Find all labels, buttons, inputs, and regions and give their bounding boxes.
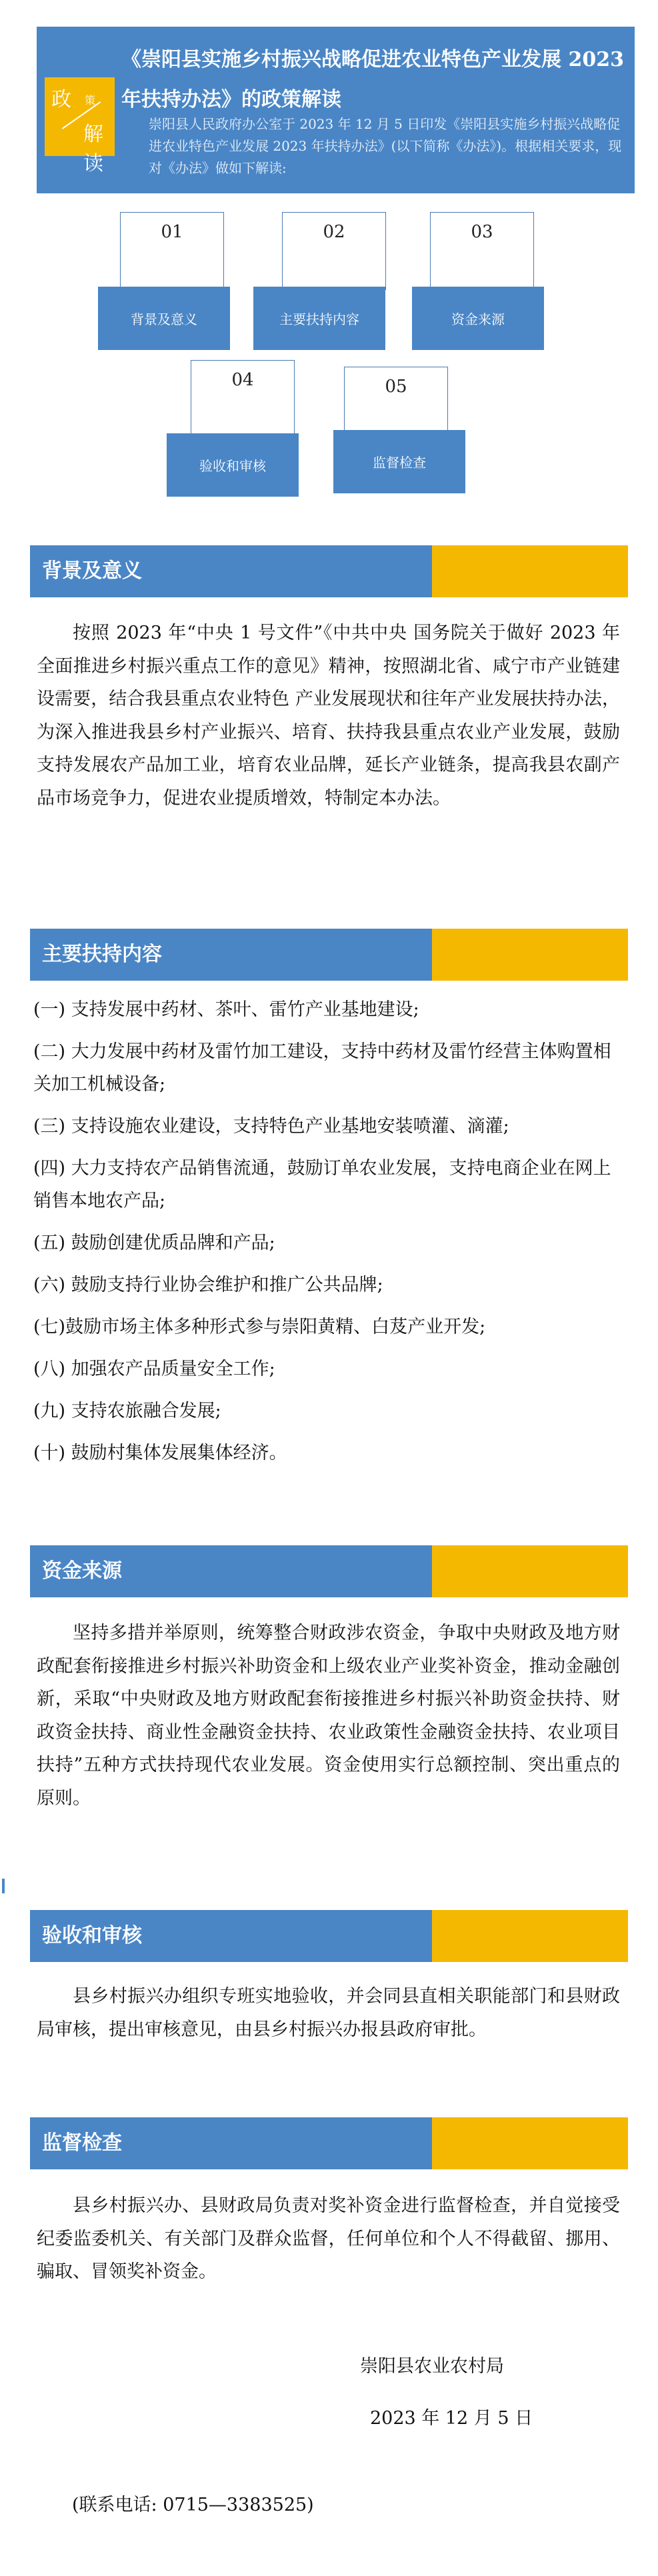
toc-label: 资金来源 <box>451 311 505 327</box>
acceptance-text: 县乡村振兴办组织专班实地验收，并会同县直相关职能部门和县财政局审核，提出审核意见，由县乡村振兴办报县政府审批。 <box>37 1986 620 2040</box>
toc-label: 验收和审核 <box>199 458 266 474</box>
policy-interpretation-logo <box>45 77 115 175</box>
supervision-text: 县乡村振兴办、县财政局负责对奖补资金进行监督检查，并自觉接受纪委监委机关、有关部门及群众监督，任何单位和个人不得截留、挪用、骗取、冒领奖补资金。 <box>37 2195 620 2282</box>
toc-box-03 <box>430 212 534 290</box>
toc-num: 05 <box>385 377 407 397</box>
list-item: (一) 支持发展中药材、茶叶、雷竹产业基地建设; <box>33 999 419 1020</box>
list-item: (三) 支持设施农业建设，支持特色产业基地安装喷灌、滴灌; <box>33 1116 509 1137</box>
toc-box-04 <box>191 360 295 438</box>
toc-box-02 <box>282 212 386 290</box>
background-text: 按照 2023 年“中央 1 号文件”《中共中央 国务院关于做好 2023 年全面推进乡村振兴重点工作的意见》精神，按照湖北省、咸宁市产业链建设需要，结合我县重点农业特色 产业发展现状和往年产业发展扶持办法，为深入推进我县乡村产业振兴、培育、扶持我县重点农业产业发展，鼓励支持发展农产品加工业，培育农业品牌，延长产业链条，提高我县农副产品市场竞争力，促进农业提质增效，特制定本办法。 <box>37 623 620 809</box>
funding-text: 坚持多措并举原则，统筹整合财政涉农资金，争取中央财政及地方财政配套衔接推进乡村振兴补助资金和上级农业产业奖补资金，推动金融创新，采取“中央财政及地方财政配套衔接推进乡村振兴补助资金扶持、财政资金扶持、商业性金融资金扶持、农业政策性金融资金扶持、农业项目扶持”五种方式扶持现代农业发展。资金使用实行总额控制、突出重点的原则。 <box>37 1623 620 1809</box>
header-banner <box>37 27 635 193</box>
toc-num: 02 <box>323 222 345 242</box>
list-item: (九) 支持农旅融合发展; <box>33 1401 221 1421</box>
toc-label: 主要扶持内容 <box>279 311 359 327</box>
toc-label: 背景及意义 <box>131 311 197 327</box>
list-item: (十) 鼓励村集体发展集体经济。 <box>33 1443 287 1463</box>
list-item: (七)鼓励市场主体多种形式参与崇阳黄精、白芨产业开发; <box>33 1317 486 1337</box>
logo-text-bottom: 解读 <box>83 123 103 175</box>
issuing-organization: 崇阳县农业农村局 <box>360 2356 504 2377</box>
toc-link-background[interactable] <box>98 287 230 350</box>
toc-link-funding[interactable] <box>412 287 544 350</box>
toc-num: 01 <box>161 222 183 242</box>
section-title: 验收和审核 <box>42 1924 142 1947</box>
side-marker <box>2 1879 5 1893</box>
section-header-background <box>30 545 628 597</box>
list-item: (八) 加强农产品质量安全工作; <box>33 1359 275 1379</box>
toc-link-support[interactable] <box>253 287 385 350</box>
list-item: (四) 大力支持农产品销售流通，鼓励订单农业发展，支持电商企业在网上销售本地农产品; <box>33 1158 611 1211</box>
page-title: 《崇阳县实施乡村振兴战略促进农业特色产业发展 2023 年扶持办法》的政策解读 <box>121 48 624 111</box>
toc-num: 04 <box>231 370 254 390</box>
list-item: (二) 大力发展中药材及雷竹加工建设，支持中药材及雷竹经营主体购置相关加工机械设备; <box>33 1041 611 1095</box>
toc-label: 监督检查 <box>373 455 426 471</box>
list-item: (六) 鼓励支持行业协会维护和推广公共品牌; <box>33 1275 383 1295</box>
toc-box-01 <box>120 212 224 290</box>
section-header-supervision <box>30 2117 628 2169</box>
intro-text: 崇阳县人民政府办公室于 2023 年 12 月 5 日印发《崇阳县实施乡村振兴战略促进农业特色产业发展 2023 年扶持办法》(以下简称《办法》)。根据相关要求，现对《办法》做如下解读: <box>149 116 622 176</box>
support-list <box>33 993 620 1479</box>
section-title: 主要扶持内容 <box>42 943 162 966</box>
contact-phone: (联系电话: 0715—3383525) <box>72 2495 314 2515</box>
section-header-funding <box>30 1545 628 1597</box>
logo-text-top: 政 <box>51 88 71 111</box>
logo-text-mid: 策 <box>85 94 96 107</box>
toc-link-acceptance[interactable] <box>167 433 299 497</box>
section-title: 背景及意义 <box>42 559 142 583</box>
section-header-acceptance <box>30 1910 628 1962</box>
section-title: 监督检查 <box>42 2131 122 2155</box>
list-item: (五) 鼓励创建优质品牌和产品; <box>33 1233 275 1253</box>
section-title: 资金来源 <box>42 1559 122 1583</box>
toc-link-supervision[interactable] <box>333 430 465 493</box>
issue-date: 2023 年 12 月 5 日 <box>370 2408 533 2429</box>
toc-num: 03 <box>471 222 493 242</box>
section-header-support <box>30 929 628 981</box>
